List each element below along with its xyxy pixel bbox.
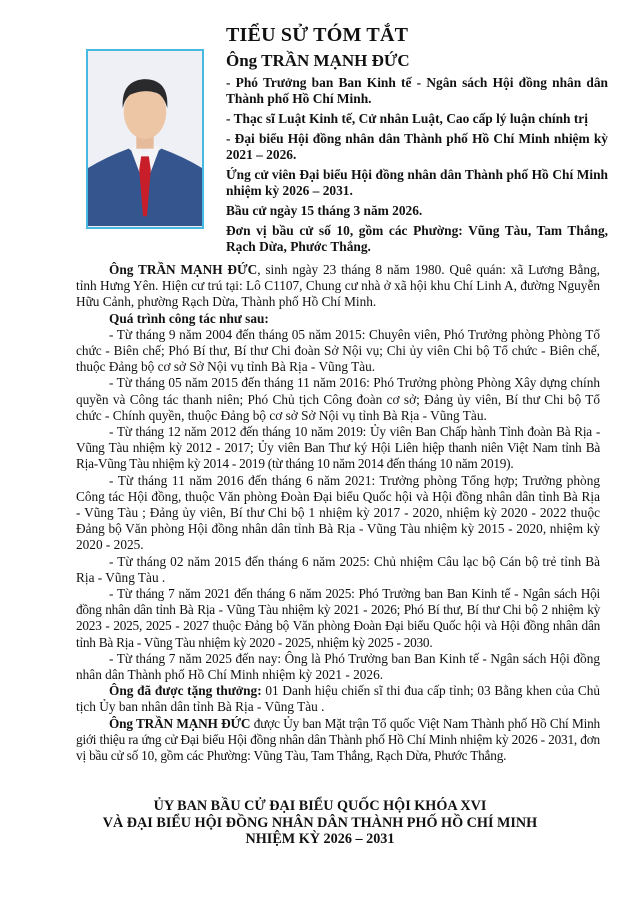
person-portrait-icon [88, 51, 202, 227]
summary-line: - Đại biểu Hội đồng nhân dân Thành phố Hồ Chí Minh nhiệm kỳ 2021 – 2026. [226, 131, 608, 162]
awards-label: Ông đã được tặng thưởng: [109, 683, 262, 699]
career-item: - Từ tháng 12 năm 2012 đến tháng 10 năm 2019: Ủy viên Ban Chấp hành Tỉnh đoàn Bà Rịa - Vũng Tàu nhiệm kỳ 2012 - 2017; Ủy viên Ban Thư ký Hội Liên hiệp thanh niên Việt Nam tỉnh Bà Rịa-Vũng Tàu nhiệm kỳ 2014 - 2019 (từ tháng 10 năm 2014 đến tháng 10 năm 2019). [76, 424, 600, 472]
footer-line: ỦY BAN BẦU CỬ ĐẠI BIỂU QUỐC HỘI KHÓA XVI [153, 798, 487, 814]
nomination-name: Ông TRẦN MẠNH ĐỨC [109, 715, 251, 731]
header-section [0, 0, 640, 254]
summary-line: Đơn vị bầu cử số 10, gồm các Phường: Vũng Tàu, Tam Thắng, Rạch Dừa, Phước Thắng. [226, 223, 608, 254]
career-item: - Từ tháng 11 năm 2016 đến tháng 6 năm 2021: Trưởng phòng Tổng hợp; Trưởng phòng Công tác Hội đồng, thuộc Văn phòng Đoàn Đại biểu Quốc hội và Hội đồng nhân dân tỉnh Bà Rịa - Vũng Tàu ; Đảng ủy viên, Bí thư Chi bộ 1 nhiệm kỳ 2017 - 2020, nhiệm kỳ 2020 - 2022 thuộc Đảng bộ Văn phòng Hội đồng nhân dân tỉnh Bà Rịa - Vũng Tàu nhiệm kỳ 2015 - 2020, nhiệm kỳ 2020 - 2025. [76, 472, 600, 553]
summary-line: - Phó Trưởng ban Ban Kinh tế - Ngân sách Hội đồng nhân dân Thành phố Hồ Chí Minh. [226, 75, 608, 106]
career-item: - Từ tháng 05 năm 2015 đến tháng 11 năm 2016: Phó Trưởng phòng Phòng Xây dựng chính quyền và Công tác thanh niên; Phó Chủ tịch Công đoàn cơ sở; Đảng ủy viên, Bí thư Chi bộ Tổ chức - Chính quyền, thuộc Đảng bộ cơ sở Sở Nội vụ tỉnh Bà Rịa - Vũng Tàu. [76, 375, 600, 423]
candidate-summary [226, 50, 608, 259]
portrait-photo [86, 49, 204, 229]
page-title: TIỂU SỬ TÓM TẮT [226, 24, 409, 46]
intro-text: , sinh ngày 23 tháng 8 năm 1980. Quê quán: xã Lương Bằng, tỉnh Hưng Yên. Hiện cư trú tại: Lô C1107, Chung cư nhà ở xã hội khu Chí Linh A, đường Nguyễn Hữu Cảnh, phường Rạch Dừa, Thành phố Hồ Chí Minh. [76, 262, 600, 310]
awards-paragraph [76, 683, 600, 715]
intro-name: Ông TRẦN MẠNH ĐỨC [109, 262, 258, 277]
issuer-footer [60, 798, 580, 848]
career-item: - Từ tháng 02 năm 2015 đến tháng 6 năm 2025: Chủ nhiệm Câu lạc bộ Cán bộ trẻ tỉnh Bà Rịa - Vũng Tàu . [76, 553, 600, 585]
candidate-name: Ông TRẦN MẠNH ĐỨC [226, 51, 410, 70]
career-item: - Từ tháng 7 năm 2025 đến nay: Ông là Phó Trưởng ban Ban Kinh tế - Ngân sách Hội đồng nhân dân Thành phố Hồ Chí Minh nhiệm kỳ 2021 - 2026. [76, 650, 600, 683]
career-item: - Từ tháng 9 năm 2004 đến tháng 05 năm 2015: Chuyên viên, Phó Trưởng phòng Phòng Tổ chức - Biên chế; Phó Bí thư, Bí thư Chi đoàn Sở Nội vụ; Chi ủy viên Chi bộ Tổ chức - Biên chế, thuộc Đảng bộ cơ sở Sở Nội vụ tỉnh Bà Rịa - Vũng Tàu. [76, 326, 600, 375]
awards-text: 01 Danh hiệu chiến sĩ thi đua cấp tỉnh; 03 Bằng khen của Chủ tịch Ủy ban nhân dân tỉnh Bà Rịa - Vũng Tàu . [76, 683, 601, 715]
footer-line: NHIỆM KỲ 2026 – 2031 [245, 831, 395, 847]
summary-line: Bầu cử ngày 15 tháng 3 năm 2026. [226, 203, 423, 218]
nomination-text: được Ủy ban Mặt trận Tổ quốc Việt Nam Thành phố Hồ Chí Minh giới thiệu ra ứng cử Đại biểu Hội đồng nhân dân Thành phố Hồ Chí Minh nhiệm kỳ 2026 - 2031, đơn vị bầu cử số 10, gồm các Phường: Vũng Tàu, Tam Thắng, Rạch Dừa, Phước Thắng. [76, 715, 600, 764]
biography-body [76, 262, 600, 764]
summary-line: - Thạc sĩ Luật Kinh tế, Cử nhân Luật, Cao cấp lý luận chính trị [226, 111, 588, 126]
career-item: - Từ tháng 7 năm 2021 đến tháng 6 năm 2025: Phó Trưởng ban Ban Kinh tế - Ngân sách Hội đồng nhân dân tỉnh Bà Rịa - Vũng Tàu nhiệm kỳ 2021 - 2026; Phó Bí thư, Bí thư Chi bộ 2 nhiệm kỳ 2023 - 2025, 2025 - 2027 thuộc Đảng bộ Văn phòng Đoàn Đại biểu Quốc hội và Hội đồng nhân dân tỉnh Bà Rịa - Vũng Tàu nhiệm kỳ 2020 - 2025, nhiệm kỳ 2025 - 2030. [76, 586, 600, 650]
footer-line: VÀ ĐẠI BIỂU HỘI ĐỒNG NHÂN DÂN THÀNH PHỐ HỒ CHÍ MINH [102, 814, 538, 831]
career-heading: Quá trình công tác như sau: [109, 310, 269, 326]
nomination-paragraph [76, 716, 600, 765]
intro-paragraph [76, 262, 600, 311]
summary-line: Ứng cử viên Đại biểu Hội đồng nhân dân Thành phố Hồ Chí Minh nhiệm kỳ 2026 – 2031. [226, 167, 608, 198]
